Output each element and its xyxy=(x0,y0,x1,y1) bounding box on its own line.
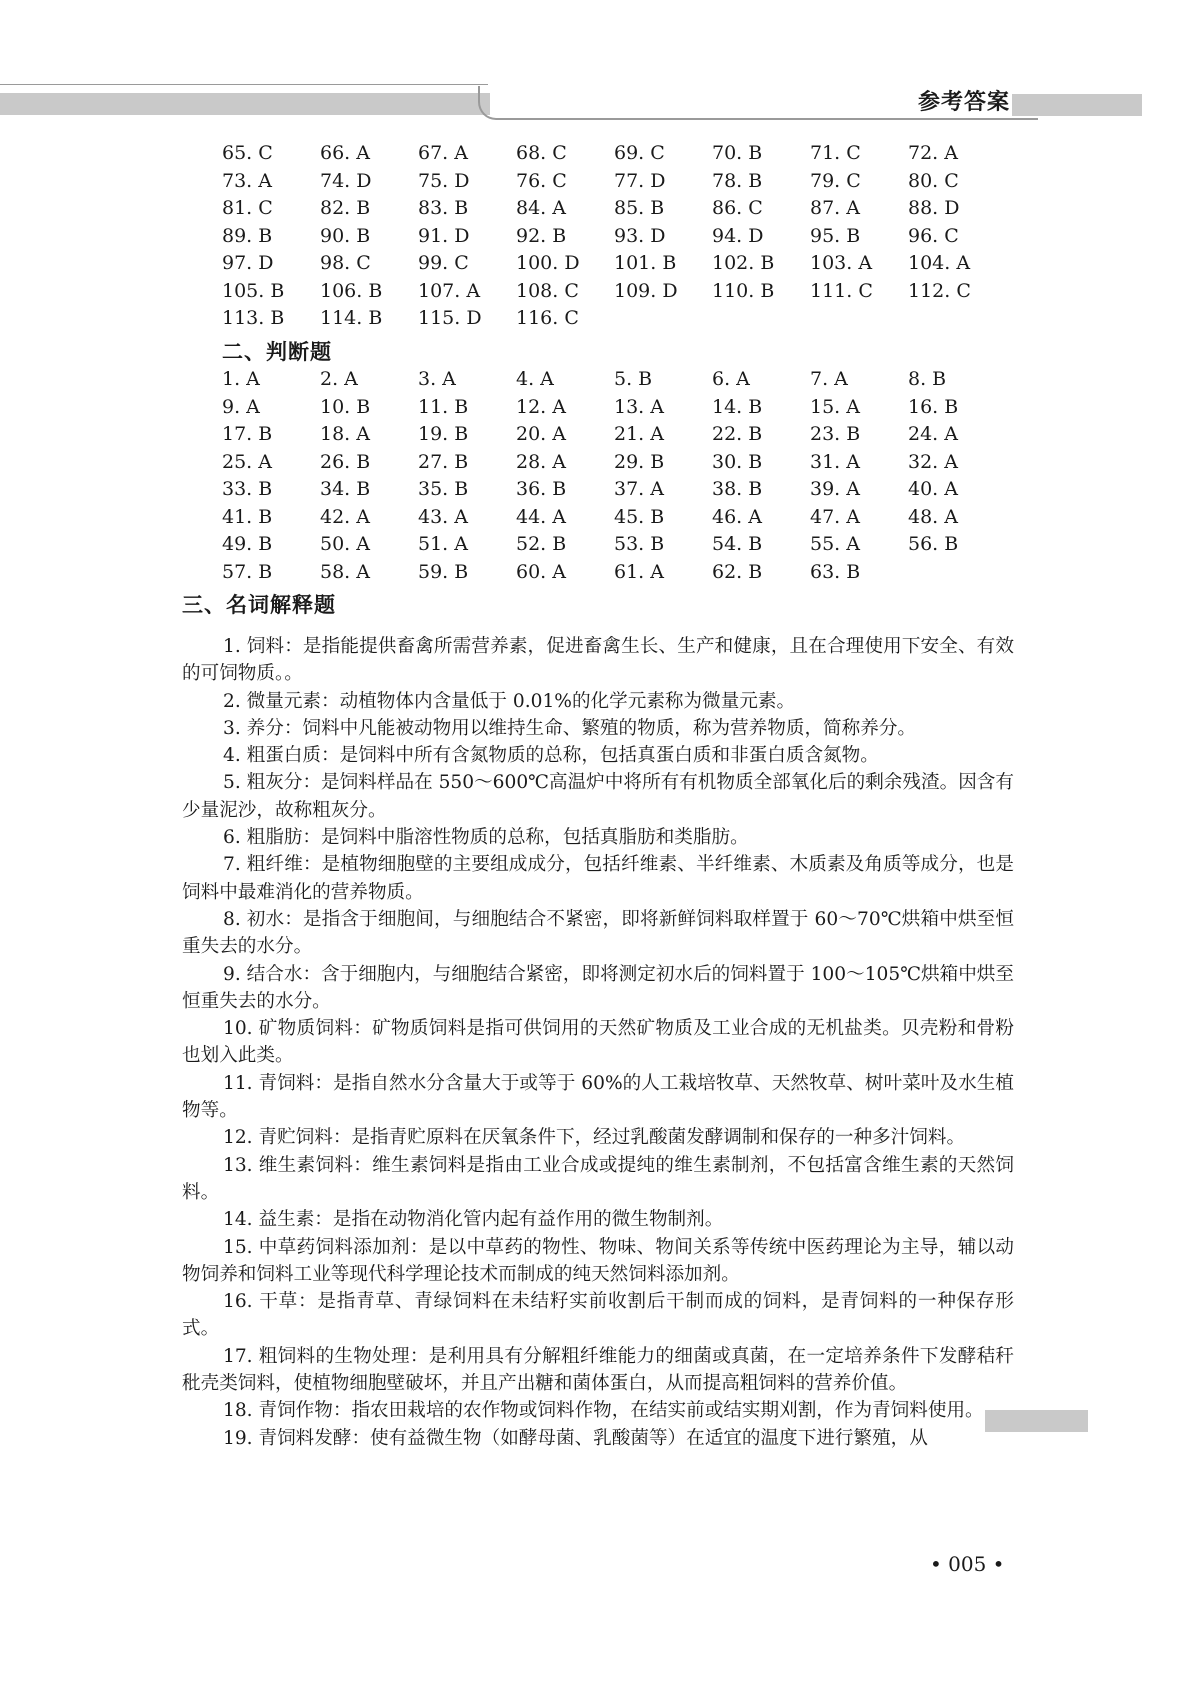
section-heading-definitions: 三、名词解释题 xyxy=(182,593,336,617)
answer-cell: 45. B xyxy=(614,505,665,528)
answer-cell: 51. A xyxy=(418,533,468,555)
answer-cell: 107. A xyxy=(418,279,481,302)
answer-row xyxy=(222,421,1042,449)
answer-cell: 37. A xyxy=(614,478,664,500)
answer-cell: 38. B xyxy=(712,478,763,500)
section-heading-judgment: 二、判断题 xyxy=(222,340,332,364)
answer-cell: 82. B xyxy=(320,197,371,219)
answer-cell: 52. B xyxy=(516,533,567,555)
definition-paragraph: 8. 初水：是指含于细胞间，与细胞结合不紧密，即将新鲜饲料取样置于 60～70℃烘箱中烘至恒重失去的水分。 xyxy=(182,908,1014,958)
answer-cell: 93. D xyxy=(614,224,666,247)
answer-cell: 98. C xyxy=(320,252,371,274)
answer-cell: 77. D xyxy=(614,169,666,192)
answer-cell: 49. B xyxy=(222,533,273,555)
answer-cell: 3. A xyxy=(418,368,456,390)
judgment-answer-grid xyxy=(222,366,1042,586)
answer-cell: 70. B xyxy=(712,142,763,164)
answer-cell: 90. B xyxy=(320,224,371,247)
answer-cell: 4. A xyxy=(516,368,554,390)
answer-cell: 113. B xyxy=(222,307,285,329)
definition-paragraph: 15. 中草药饲料添加剂：是以中草药的物性、物味、物间关系等传统中医药理论为主导，辅以动物饲养和饲料工业等现代科学理论技术而制成的纯天然饲料添加剂。 xyxy=(182,1236,1014,1285)
answer-cell: 65. C xyxy=(222,142,273,164)
answer-cell: 23. B xyxy=(810,423,861,445)
answer-cell: 92. B xyxy=(516,224,567,247)
answer-cell: 19. B xyxy=(418,423,469,445)
definition-paragraph: 2. 微量元素：动植物体内含量低于 0.01%的化学元素称为微量元素。 xyxy=(223,690,796,712)
answer-cell: 44. A xyxy=(516,505,566,528)
answer-cell: 91. D xyxy=(418,224,470,247)
answer-cell: 58. A xyxy=(320,560,370,583)
answer-cell: 79. C xyxy=(810,169,861,192)
answer-cell: 46. A xyxy=(712,505,762,528)
definitions-list xyxy=(182,633,1014,1452)
answer-cell: 42. A xyxy=(320,505,370,528)
choice-answer-grid xyxy=(222,140,1042,333)
answer-cell: 47. A xyxy=(810,505,860,528)
answer-cell: 61. A xyxy=(614,560,664,583)
answer-cell: 109. D xyxy=(614,279,678,302)
answer-cell: 57. B xyxy=(222,560,273,583)
definition-paragraph: 18. 青饲作物：指农田栽培的农作物或饲料作物，在结实前或结实期刈割，作为青饲料使用。 xyxy=(223,1400,984,1422)
answer-cell: 106. B xyxy=(320,279,383,302)
answer-cell: 28. A xyxy=(516,450,566,473)
answer-cell: 21. A xyxy=(614,423,664,445)
definition-paragraph: 4. 粗蛋白质：是饲料中所有含氮物质的总称，包括真蛋白质和非蛋白质含氮物。 xyxy=(223,745,879,767)
definition-paragraph: 17. 粗饲料的生物处理：是利用具有分解粗纤维能力的细菌或真菌，在一定培养条件下发酵秸秆秕壳类饲料，使植物细胞壁破坏，并且产出糖和菌体蛋白，从而提高粗饲料的营养价值。 xyxy=(182,1345,1014,1395)
answer-cell: 6. A xyxy=(712,368,750,390)
answer-cell: 116. C xyxy=(516,307,579,329)
answer-cell: 13. A xyxy=(614,395,664,418)
definition-paragraph: 12. 青贮饲料：是指青贮原料在厌氧条件下，经过乳酸菌发酵调制和保存的一种多汁饲料。 xyxy=(223,1127,966,1149)
answer-row xyxy=(222,195,1042,223)
answer-cell: 94. D xyxy=(712,224,764,247)
answer-cell: 111. C xyxy=(810,279,873,302)
answer-cell: 85. B xyxy=(614,197,665,219)
answer-row xyxy=(222,394,1042,422)
answer-cell: 97. D xyxy=(222,252,274,274)
answer-cell: 29. B xyxy=(614,450,665,473)
answer-row xyxy=(222,476,1042,504)
definition-paragraph: 9. 结合水：含于细胞内，与细胞结合紧密，即将测定初水后的饲料置于 100～105℃烘箱中烘至恒重失去的水分。 xyxy=(182,963,1014,1012)
answer-cell: 54. B xyxy=(712,533,763,555)
answer-cell: 108. C xyxy=(516,279,579,302)
answer-cell: 16. B xyxy=(908,395,959,418)
answer-cell: 72. A xyxy=(908,142,958,164)
answer-row xyxy=(222,168,1042,196)
answer-row xyxy=(222,223,1042,251)
answer-row xyxy=(222,250,1042,278)
answer-cell: 36. B xyxy=(516,478,567,500)
header-decor-bar xyxy=(0,93,490,115)
answer-cell: 39. A xyxy=(810,478,860,500)
page-number: • 005 • xyxy=(930,1552,1005,1576)
answer-cell: 115. D xyxy=(418,307,482,329)
answer-cell: 14. B xyxy=(712,395,763,418)
answer-cell: 15. A xyxy=(810,395,860,418)
answer-cell: 66. A xyxy=(320,142,370,164)
answer-cell: 12. A xyxy=(516,395,566,418)
answer-cell: 22. B xyxy=(712,423,763,445)
answer-cell: 112. C xyxy=(908,279,971,302)
answer-cell: 8. B xyxy=(908,368,947,390)
answer-cell: 80. C xyxy=(908,169,959,192)
header-decor-bar-right xyxy=(1012,94,1142,116)
answer-cell: 78. B xyxy=(712,169,763,192)
answer-cell: 103. A xyxy=(810,252,873,274)
answer-cell: 43. A xyxy=(418,505,468,528)
margin-decor-bar xyxy=(985,1410,1088,1432)
answer-cell: 34. B xyxy=(320,478,371,500)
answer-cell: 40. A xyxy=(908,478,958,500)
answer-cell: 56. B xyxy=(908,533,959,555)
answer-row xyxy=(222,449,1042,477)
answer-cell: 88. D xyxy=(908,197,960,219)
answer-cell: 67. A xyxy=(418,142,468,164)
answer-cell: 63. B xyxy=(810,560,861,583)
answer-cell: 33. B xyxy=(222,478,273,500)
answer-cell: 74. D xyxy=(320,169,372,192)
definition-paragraph: 19. 青饲料发酵：使有益微生物（如酵母菌、乳酸菌等）在适宜的温度下进行繁殖，从 xyxy=(223,1427,928,1449)
answer-cell: 53. B xyxy=(614,533,665,555)
answer-cell: 60. A xyxy=(516,560,566,583)
answer-cell: 2. A xyxy=(320,368,358,390)
answer-row xyxy=(222,504,1042,532)
answer-cell: 55. A xyxy=(810,533,860,555)
definition-paragraph: 14. 益生素：是指在动物消化管内起有益作用的微生物制剂。 xyxy=(223,1209,724,1231)
answer-cell: 48. A xyxy=(908,505,958,528)
answer-cell: 68. C xyxy=(516,142,567,164)
answer-cell: 10. B xyxy=(320,395,371,418)
answer-cell: 86. C xyxy=(712,197,763,219)
answer-cell: 50. A xyxy=(320,533,370,555)
answer-row xyxy=(222,305,1042,333)
answer-cell: 101. B xyxy=(614,252,677,274)
definition-paragraph: 1. 饲料：是指能提供畜禽所需营养素，促进畜禽生长、生产和健康，且在合理使用下安全、有效的可饲物质。。 xyxy=(182,636,1014,685)
definition-paragraph: 16. 干草：是指青草、青绿饲料在未结籽实前收割后干制而成的饲料，是青饲料的一种保存形式。 xyxy=(182,1291,1014,1340)
answer-cell: 20. A xyxy=(516,423,566,445)
answer-row xyxy=(222,366,1042,394)
answer-cell: 32. A xyxy=(908,450,958,473)
answer-row xyxy=(222,278,1042,306)
definition-paragraph: 3. 养分：饲料中凡能被动物用以维持生命、繁殖的物质，称为营养物质，简称养分。 xyxy=(223,717,917,739)
answer-cell: 81. C xyxy=(222,197,273,219)
answer-row xyxy=(222,531,1042,559)
answer-cell: 27. B xyxy=(418,450,469,473)
answer-row xyxy=(222,559,1042,587)
answer-cell: 99. C xyxy=(418,252,469,274)
answer-cell: 100. D xyxy=(516,252,580,274)
answer-cell: 110. B xyxy=(712,279,775,302)
answer-cell: 96. C xyxy=(908,224,959,247)
answer-cell: 26. B xyxy=(320,450,371,473)
answer-cell: 102. B xyxy=(712,252,775,274)
running-header-title: 参考答案 xyxy=(918,90,1011,115)
answer-cell: 62. B xyxy=(712,560,763,583)
answer-cell: 24. A xyxy=(908,423,958,445)
answer-cell: 35. B xyxy=(418,478,469,500)
answer-cell: 18. A xyxy=(320,423,370,445)
answer-cell: 5. B xyxy=(614,368,653,390)
definition-paragraph: 10. 矿物质饲料：矿物质饲料是指可供饲用的天然矿物质及工业合成的无机盐类。贝壳粉和骨粉也划入此类。 xyxy=(182,1018,1014,1067)
answer-cell: 1. A xyxy=(222,368,260,390)
answer-cell: 76. C xyxy=(516,169,567,192)
answer-cell: 31. A xyxy=(810,450,860,473)
answer-cell: 30. B xyxy=(712,450,763,473)
answer-cell: 89. B xyxy=(222,224,273,247)
answer-cell: 9. A xyxy=(222,395,260,418)
answer-cell: 41. B xyxy=(222,505,273,528)
definition-paragraph: 13. 维生素饲料：维生素饲料是指由工业合成或提纯的维生素制剂，不包括富含维生素的天然饲料。 xyxy=(182,1154,1014,1203)
answer-cell: 104. A xyxy=(908,252,971,274)
answer-cell: 7. A xyxy=(810,368,848,390)
answer-cell: 75. D xyxy=(418,169,470,192)
answer-cell: 73. A xyxy=(222,169,272,192)
answer-cell: 69. C xyxy=(614,142,665,164)
answer-cell: 95. B xyxy=(810,224,861,247)
definition-paragraph: 7. 粗纤维：是植物细胞壁的主要组成成分，包括纤维素、半纤维素、木质素及角质等成分，也是饲料中最难消化的营养物质。 xyxy=(182,854,1014,903)
answer-row xyxy=(222,140,1042,168)
header-rule xyxy=(0,84,488,85)
answer-cell: 105. B xyxy=(222,279,285,302)
answer-cell: 11. B xyxy=(418,395,469,418)
answer-cell: 114. B xyxy=(320,307,383,329)
answer-cell: 59. B xyxy=(418,560,469,583)
answer-cell: 25. A xyxy=(222,450,272,473)
definition-paragraph: 6. 粗脂肪：是饲料中脂溶性物质的总称，包括真脂肪和类脂肪。 xyxy=(223,827,749,849)
answer-cell: 17. B xyxy=(222,423,273,445)
answer-cell: 84. A xyxy=(516,197,566,219)
answer-cell: 83. B xyxy=(418,197,469,219)
answer-cell: 71. C xyxy=(810,142,861,164)
definition-paragraph: 11. 青饲料：是指自然水分含量大于或等于 60%的人工栽培牧草、天然牧草、树叶菜叶及水生植物等。 xyxy=(182,1072,1014,1122)
answer-cell: 87. A xyxy=(810,197,860,219)
definition-paragraph: 5. 粗灰分：是饲料样品在 550～600℃高温炉中将所有有机物质全部氧化后的剩余残渣。因含有少量泥沙，故称粗灰分。 xyxy=(182,772,1014,821)
